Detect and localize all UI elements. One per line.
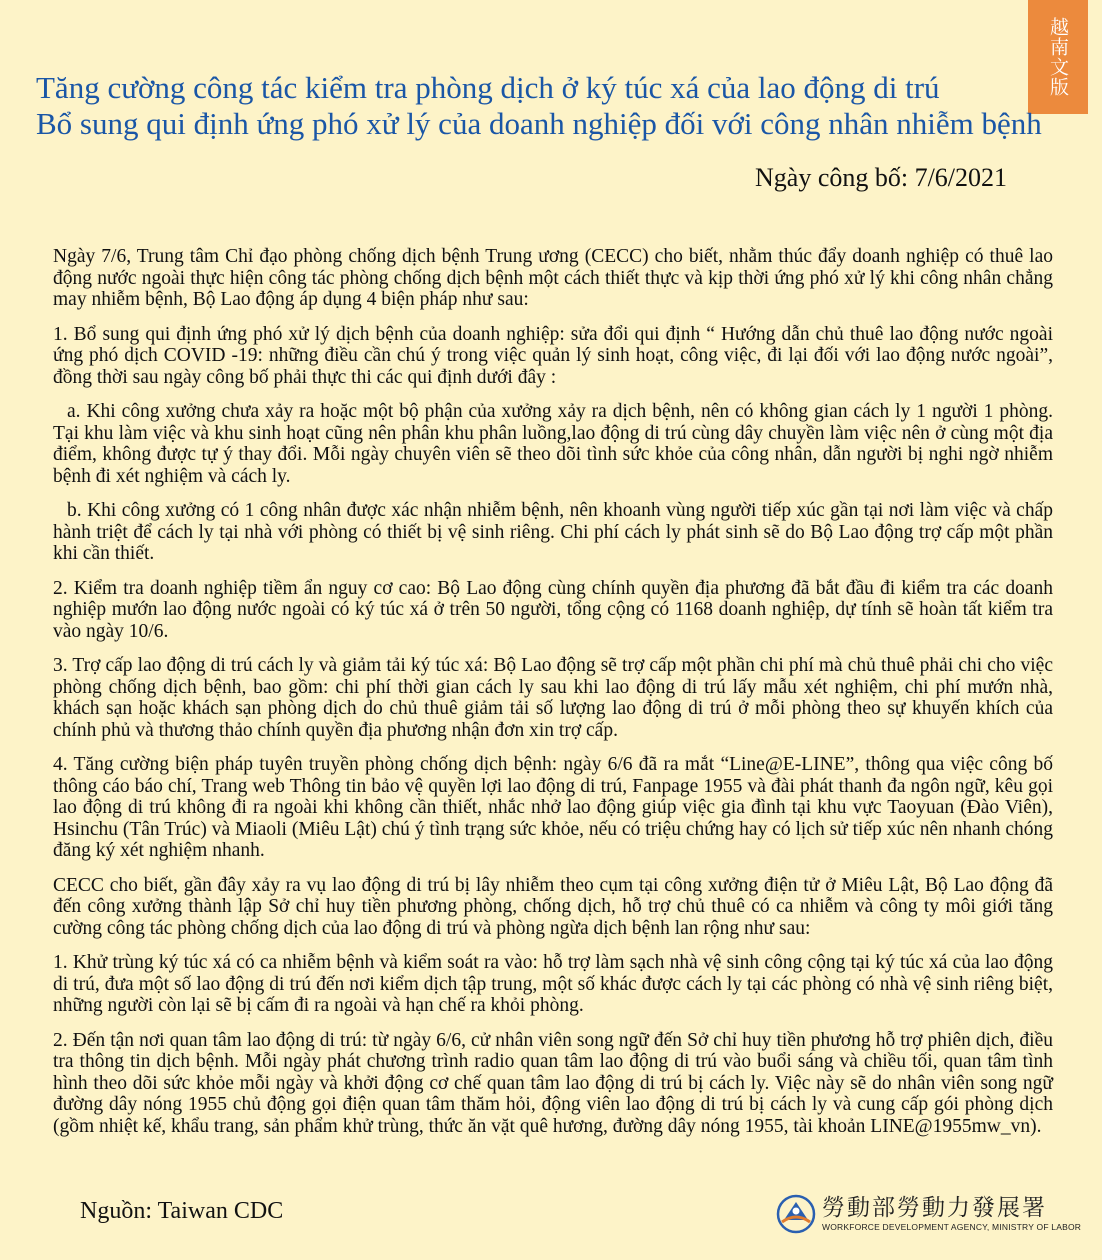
- page-title: [36, 70, 1056, 142]
- measure-1b-paragraph: b. Khi công xưởng có 1 công nhân được xác nhận nhiễm bệnh, nên khoanh vùng người tiếp xúc gần tại nơi làm việc và chấp hành triệt để cách ly tại nhà với phòng có thiết bị vệ sinh riêng. Chi phí cách ly phát sinh sẽ do Bộ Lao động trợ cấp một phần khi cần thiết.: [53, 500, 1053, 564]
- measure-1a-paragraph: a. Khi công xưởng chưa xảy ra hoặc một bộ phận của xưởng xảy ra dịch bệnh, nên có không gian cách ly 1 người 1 phòng. Tại khu làm việc và khu sinh hoạt cũng nên phân khu phân luồng,lao động di trú cùng dây chuyền làm việc nên ở cùng một địa điểm, không được tự ý thay đổi. Mỗi ngày chuyên viên sẽ theo dõi tình sức khỏe của công nhân, dẫn người bị nghi ngờ nhiễm bệnh đi xét nghiệm và cách ly.: [53, 401, 1053, 487]
- action-1-paragraph: 1. Khử trùng ký túc xá có ca nhiễm bệnh và kiểm soát ra vào: hỗ trợ làm sạch nhà vệ sinh công cộng tại ký túc xá của lao động di trú, đưa một số lao động di trú đến nơi kiểm dịch tập trung, một số khác được cách ly tại các phòng có nhà vệ sinh riêng biệt, những người còn lại sẽ bị cấm đi ra ngoài và hạn chế ra khỏi phòng.: [53, 952, 1053, 1016]
- measure-2-paragraph: 2. Kiểm tra doanh nghiệp tiềm ẩn nguy cơ cao: Bộ Lao động cùng chính quyền địa phương đã bắt đầu đi kiểm tra các doanh nghiệp mướn lao động nước ngoài có ký túc xá ở trên 50 người, tổng cộng có 1168 doanh nghiệp, dự tính sẽ hoàn tất kiểm tra vào ngày 10/6.: [53, 577, 1053, 642]
- source-credit: Nguồn: Taiwan CDC: [80, 1198, 284, 1224]
- cecc-paragraph: CECC cho biết, gần đây xảy ra vụ lao động di trú bị lây nhiễm theo cụm tại công xưởng điện tử ở Miêu Lật, Bộ Lao động đã đến công xưởng thành lập Sở chỉ huy tiền phương phòng, chống dịch, hỗ trợ chủ thuê có ca nhiễm và công ty môi giới tăng cường công tác phòng chống dịch của lao động di trú và phòng ngừa dịch bệnh lan rộng như sau:: [53, 874, 1053, 939]
- title-line-2: Bổ sung qui định ứng phó xử lý của doanh nghiệp đối với công nhân nhiễm bệnh: [36, 106, 1042, 141]
- intro-paragraph: Ngày 7/6, Trung tâm Chỉ đạo phòng chống dịch bệnh Trung ương (CECC) cho biết, nhằm thúc đẩy doanh nghiệp có thuê lao động nước ngoài thực hiện công tác phòng chống dịch bệnh một cách thiết thực và kịp thời ứng phó xử lý khi công nhân chẳng may nhiễm bệnh, Bộ Lao động áp dụng 4 biện pháp như sau:: [53, 246, 1053, 310]
- language-tab[interactable]: 越南文版: [1028, 0, 1088, 114]
- publish-date: Ngày công bố: 7/6/2021: [755, 163, 1008, 192]
- action-2-paragraph: 2. Đến tận nơi quan tâm lao động di trú: từ ngày 6/6, cử nhân viên song ngữ đến Sở chỉ huy tiền phương hỗ trợ phiên dịch, điều tra thông tin dịch bệnh. Mỗi ngày phát chương trình radio quan tâm lao động di trú vào buổi sáng và chiều tối, quan tâm tình hình theo dõi sức khỏe mỗi ngày và khởi động cơ chế quan tâm lao động di trú bị cách ly. Việc này sẽ do nhân viên song ngữ đường dây nóng 1955 chủ động gọi điện quan tâm thăm hỏi, động viên lao động di trú bị cách ly và cung cấp gói phòng dịch (gồm nhiệt kế, khẩu trang, sản phẩm khử trùng, thức ăn vặt quê hương, đường dây nóng 1955, tài khoản LINE@1955mw_vn).: [53, 1029, 1053, 1137]
- wda-logo-icon: [776, 1194, 816, 1234]
- agency-name-en: WORKFORCE DEVELOPMENT AGENCY, MINISTRY OF LABOR: [822, 1222, 1082, 1232]
- measure-3-paragraph: 3. Trợ cấp lao động di trú cách ly và giảm tải ký túc xá: Bộ Lao động sẽ trợ cấp một phần chi phí mà chủ thuê phải chi cho việc phòng chống dịch bệnh, bao gồm: chi phí thời gian cách ly sau khi lao động di trú lấy mẫu xét nghiệm, chi phí mướn nhà, khách sạn hoặc khách sạn phòng dịch do chủ thuê giảm tải số lượng lao động di trú ở mỗi phòng theo sự khuyến khích của chính phủ và thương thảo chính quyền địa phương nhận đơn xin trợ cấp.: [53, 655, 1053, 741]
- measure-1-paragraph: 1. Bổ sung qui định ứng phó xử lý dịch bệnh của doanh nghiệp: sửa đổi qui định “ Hướng dẫn chủ thuê lao động nước ngoài ứng phó dịch COVID -19: những điều cần chú ý trong việc quản lý sinh hoạt, công việc, đi lại đối với lao động nước ngoài”, đồng thời sau ngày công bố phải thực thi các qui định dưới đây :: [53, 323, 1053, 388]
- agency-name-zh: 勞動部勞動力發展署: [822, 1195, 1047, 1221]
- measure-4-paragraph: 4. Tăng cường biện pháp tuyên truyền phòng chống dịch bệnh: ngày 6/6 đã ra mắt “Line@E-LINE”, thông qua việc công bố thông cáo báo chí, Trang web Thông tin bảo vệ quyền lợi lao động di trú, Fanpage 1955 và đài phát thanh đa ngôn ngữ, kêu gọi lao động di trú không đi ra ngoài khi không cần thiết, nhắc nhở lao động giúp việc gia đình tại khu vực Taoyuan (Đào Viên), Hsinchu (Tân Trúc) và Miaoli (Miêu Lật) chú ý tình trạng sức khỏe, nếu có triệu chứng hay có lịch sử tiếp xúc nên nhanh chóng đăng ký xét nghiệm nhanh.: [53, 754, 1053, 861]
- agency-branding: [776, 1192, 1081, 1236]
- title-line-1: Tăng cường công tác kiểm tra phòng dịch ở ký túc xá của lao động di trú: [36, 70, 940, 105]
- article-body: [53, 246, 1053, 1150]
